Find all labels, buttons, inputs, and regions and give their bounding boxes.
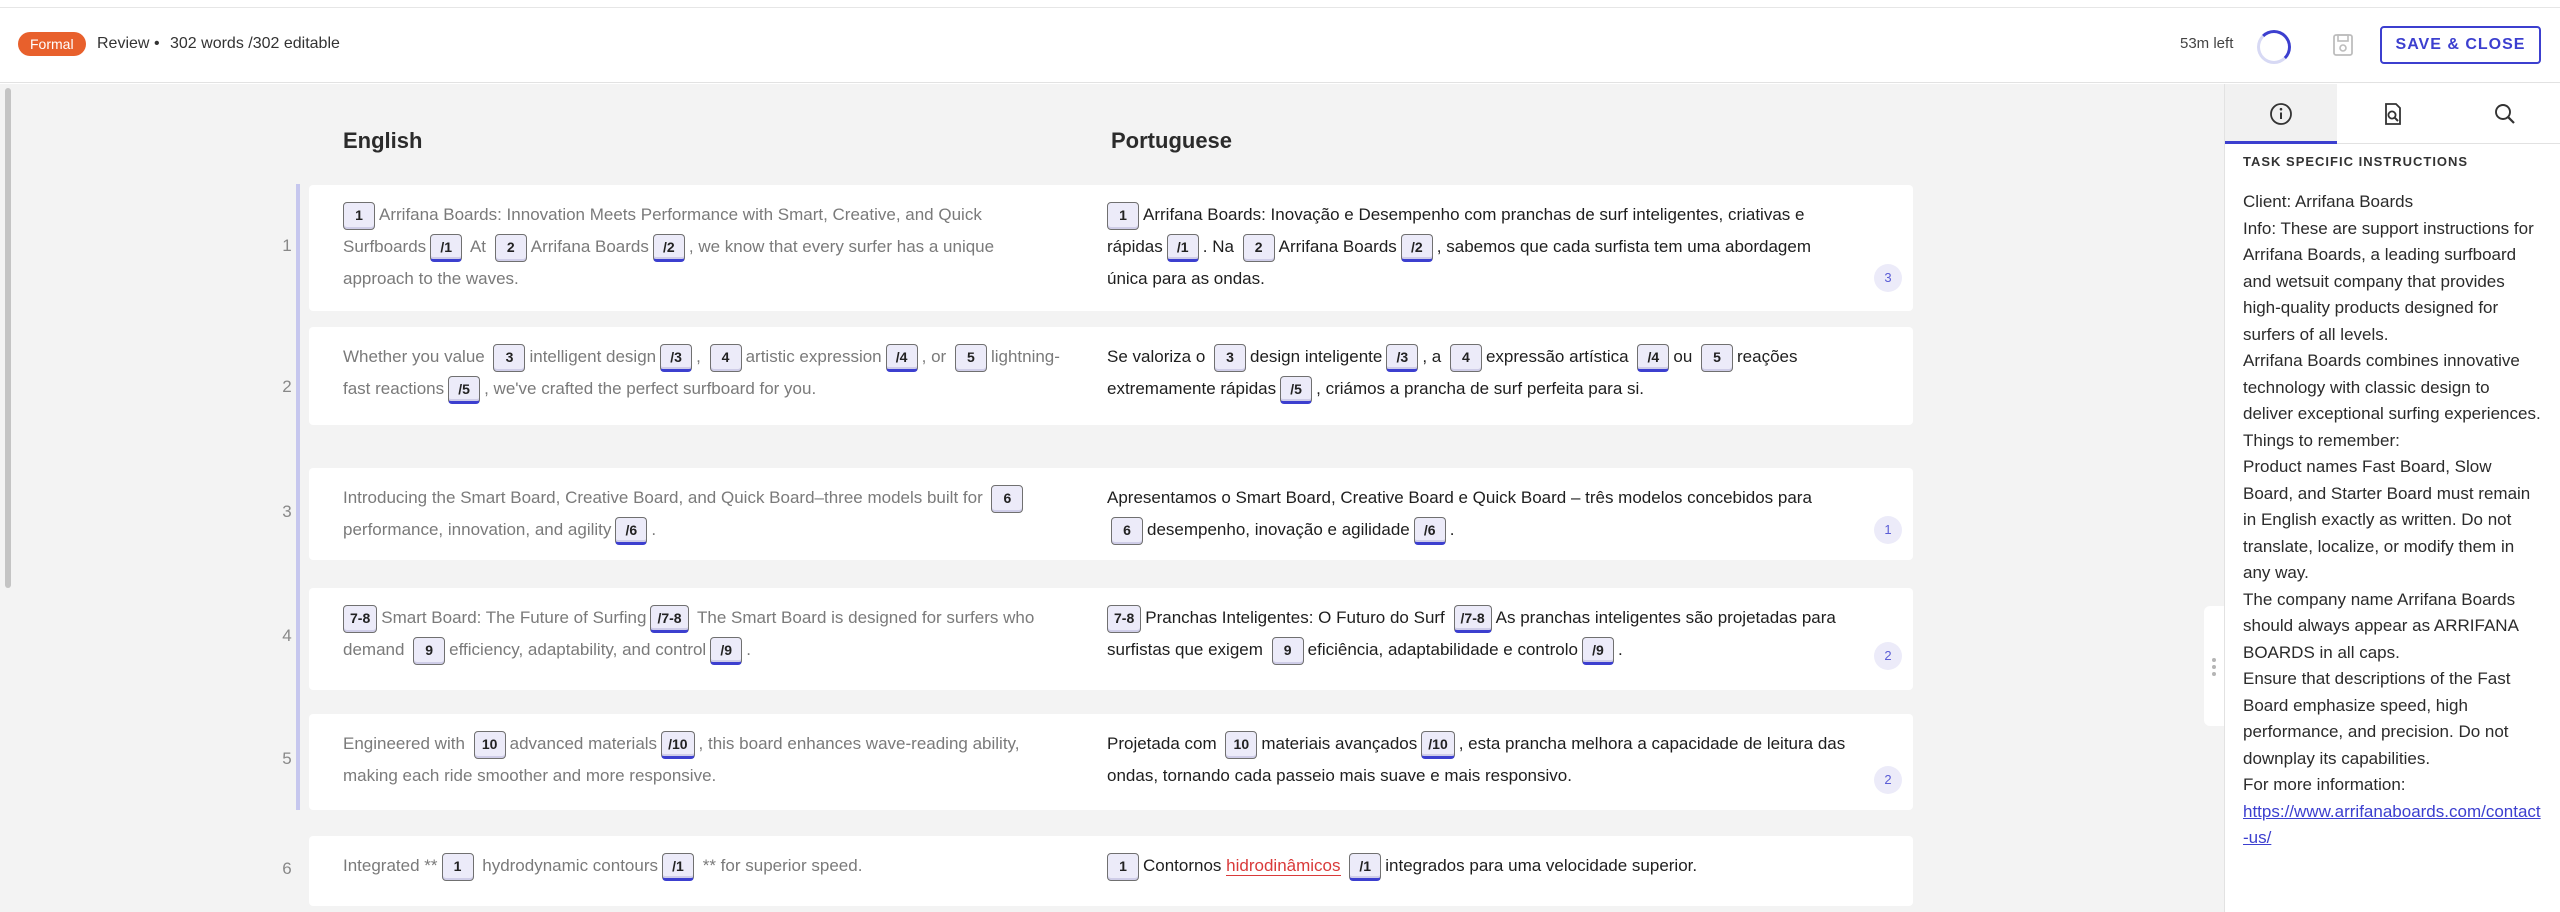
- inline-tag[interactable]: /6: [1414, 517, 1446, 545]
- top-bar: [0, 8, 2560, 83]
- text-run: Pranchas Inteligentes: O Futuro do Surf: [1145, 608, 1450, 627]
- segment-number: 2: [282, 377, 292, 396]
- text-run: eficiência, adaptabilidade e controlo: [1307, 640, 1578, 659]
- text-run: , sabemos que cada surfista tem uma abordagem única para as ondas.: [1107, 237, 1811, 288]
- source-text: [343, 602, 1063, 666]
- text-run: , we know that every surfer has a unique approach to the waves.: [343, 237, 995, 288]
- text-run: desempenho, inovação e agilidade: [1147, 520, 1410, 539]
- instruction-line: Client: Arrifana Boards: [2243, 192, 2414, 211]
- mode-label: Review: [97, 35, 150, 52]
- text-run: Projetada com: [1107, 734, 1222, 753]
- text-run: Integrated **: [343, 856, 438, 875]
- inline-tag[interactable]: 7-8: [1107, 605, 1141, 633]
- text-run: Apresentamos o Smart Board, Creative Board e Quick Board – três modelos concebidos para: [1107, 488, 1812, 507]
- text-run: Se valoriza o: [1107, 347, 1210, 366]
- text-run: , esta prancha melhora a capacidade de leitura das ondas, tornando cada passeio mais suave e mais responsivo.: [1107, 734, 1846, 785]
- issue-count-badge[interactable]: 1: [1874, 516, 1902, 544]
- text-run: As pranchas inteligentes são projetadas para surfistas que exigem: [1107, 608, 1836, 659]
- editor-scrollbar[interactable]: [5, 88, 11, 588]
- segment-row[interactable]: [309, 327, 1913, 425]
- progress-spinner-icon: [2257, 30, 2291, 64]
- inline-tag[interactable]: 3: [493, 344, 525, 372]
- inline-tag[interactable]: 9: [1272, 637, 1304, 665]
- text-run: , a: [1422, 347, 1446, 366]
- text-run: design inteligente: [1250, 347, 1383, 366]
- segment-row[interactable]: [309, 836, 1913, 906]
- text-run: reações extremamente rápidas: [1107, 347, 1798, 398]
- segment-number: 1: [282, 236, 292, 255]
- segment-number: 6: [282, 859, 292, 878]
- text-run: ,: [696, 347, 706, 366]
- target-editor[interactable]: [1107, 602, 1852, 666]
- issue-count-badge[interactable]: 3: [1874, 264, 1902, 292]
- text-run: .: [1449, 520, 1455, 539]
- text-run: The Smart Board is designed for surfers who demand: [343, 608, 1035, 659]
- inline-tag[interactable]: 6: [991, 485, 1023, 513]
- source-text: [343, 728, 1063, 792]
- inline-tag[interactable]: /7-8: [650, 605, 688, 633]
- inline-tag[interactable]: 1: [442, 853, 474, 881]
- inline-tag[interactable]: 10: [1225, 731, 1257, 759]
- target-editor[interactable]: [1107, 482, 1852, 546]
- tab-search[interactable]: [2449, 84, 2560, 144]
- text-run: ** for superior speed.: [698, 856, 863, 875]
- text-run: Contornos: [1143, 856, 1227, 875]
- text-run: hydrodynamic contours: [477, 856, 658, 875]
- inline-tag[interactable]: /6: [615, 517, 647, 545]
- instruction-line: For more information:: [2243, 775, 2406, 794]
- instruction-line: Ensure that descriptions of the Fast Board emphasize speed, high performance, and precision. Do not downplay its capabilities.: [2243, 669, 2511, 768]
- text-run: Whether you value: [343, 347, 490, 366]
- inline-tag[interactable]: 3: [1214, 344, 1246, 372]
- segment-number: 5: [282, 749, 292, 768]
- inline-tag[interactable]: /3: [1386, 344, 1418, 372]
- text-run: performance, innovation, and agility: [343, 520, 612, 539]
- segment-row[interactable]: [309, 714, 1913, 810]
- text-run: lightning-fast reactions: [343, 347, 1060, 398]
- segment-row[interactable]: [309, 588, 1913, 690]
- inline-tag[interactable]: 4: [710, 344, 742, 372]
- inline-tag[interactable]: /2: [653, 234, 685, 262]
- spelling-error[interactable]: hidrodinâmicos: [1226, 856, 1341, 875]
- panel-tabs: [2225, 84, 2560, 144]
- text-run: Smart Board: The Future of Surfing: [381, 608, 647, 627]
- issue-count-badge[interactable]: 2: [1874, 642, 1902, 670]
- source-text: [343, 199, 1063, 295]
- text-run: artistic expression: [745, 347, 882, 366]
- text-run: At: [466, 237, 491, 256]
- top-edge: [0, 0, 2560, 8]
- text-run: integrados para uma velocidade superior.: [1385, 856, 1698, 875]
- instruction-line: Things to remember:: [2243, 430, 2400, 450]
- text-run: materiais avançados: [1261, 734, 1418, 753]
- text-run: . Na: [1202, 237, 1239, 256]
- inline-tag[interactable]: /1: [1167, 234, 1199, 262]
- instructions-panel: [2224, 84, 2560, 912]
- source-text: [343, 482, 1063, 546]
- text-run: Engineered with: [343, 734, 470, 753]
- text-run: , criámos a prancha de surf perfeita para si.: [1316, 379, 1645, 398]
- inline-tag[interactable]: 4: [1450, 344, 1482, 372]
- text-run: , or: [921, 347, 951, 366]
- inline-tag[interactable]: /1: [430, 234, 462, 262]
- issue-count-badge[interactable]: 2: [1874, 766, 1902, 794]
- inline-tag[interactable]: /5: [1280, 376, 1312, 404]
- target-editor[interactable]: [1107, 850, 1852, 882]
- source-column-title: English: [343, 128, 423, 153]
- inline-tag[interactable]: /10: [1421, 731, 1454, 759]
- inline-tag[interactable]: 1: [1107, 853, 1139, 881]
- text-run: .: [651, 520, 657, 539]
- text-run: ou: [1673, 347, 1697, 366]
- tab-document-search[interactable]: [2337, 84, 2449, 144]
- inline-tag[interactable]: 2: [495, 234, 527, 262]
- text-run: advanced materials: [509, 734, 658, 753]
- inline-tag[interactable]: /3: [660, 344, 692, 372]
- segment-number: 4: [282, 626, 292, 645]
- inline-tag[interactable]: /5: [448, 376, 480, 404]
- word-count: 302 words /302 editable: [170, 35, 340, 52]
- inline-tag[interactable]: 5: [1701, 344, 1733, 372]
- target-column-title: Portuguese: [1111, 128, 1233, 153]
- inline-tag[interactable]: /1: [1349, 853, 1381, 881]
- target-editor[interactable]: [1107, 341, 1852, 405]
- time-remaining: 53m left: [2180, 35, 2234, 52]
- separator-dot: •: [154, 35, 160, 52]
- inline-tag[interactable]: 5: [955, 344, 987, 372]
- save-close-button[interactable]: SAVE & CLOSE: [2380, 26, 2541, 64]
- instruction-line: Product names Fast Board, Slow Board, and Starter Board must remain in English exactly as written. Do not translate, localize, or modify them in any way.: [2243, 457, 2531, 582]
- inline-tag[interactable]: 9: [413, 637, 445, 665]
- info-icon: [2269, 102, 2293, 126]
- inline-tag[interactable]: /10: [661, 731, 694, 759]
- instruction-line: Info: These are support instructions for Arrifana Boards, a leading surfboard and wetsuit company that provides high-quality products designed for surfers of all levels.: [2243, 218, 2534, 344]
- inline-tag[interactable]: /4: [886, 344, 918, 372]
- text-run: Arrifana Boards: Inovação e Desempenho com pranchas de surf inteligentes, criativas e rápidas: [1107, 205, 1805, 256]
- editor-area: [0, 84, 2224, 912]
- inline-tag[interactable]: /9: [1582, 637, 1614, 665]
- save-icon[interactable]: [2332, 33, 2354, 57]
- inline-tag[interactable]: /7-8: [1454, 605, 1492, 633]
- instruction-line: Arrifana Boards combines innovative technology with classic design to deliver exceptional surfing experiences.: [2243, 351, 2541, 423]
- segment-row[interactable]: [309, 468, 1913, 560]
- formality-badge: Formal: [18, 32, 86, 56]
- inline-tag[interactable]: /2: [1401, 234, 1433, 262]
- inline-tag[interactable]: 7-8: [343, 605, 377, 633]
- client-website-link[interactable]: https://www.arrifanaboards.com/contact-us/: [2243, 801, 2541, 847]
- source-text: [343, 850, 1063, 882]
- text-run: .: [1617, 640, 1623, 659]
- inline-tag[interactable]: /1: [662, 853, 694, 881]
- inline-tag[interactable]: 1: [343, 202, 375, 230]
- panel-resize-handle[interactable]: [2204, 606, 2224, 726]
- instruction-line: The company name Arrifana Boards should always appear as ARRIFANA BOARDS in all caps.: [2243, 589, 2518, 662]
- text-run: efficiency, adaptability, and control: [449, 640, 707, 659]
- text-run: , this board enhances wave-reading ability, making each ride smoother and more responsive.: [343, 734, 1020, 785]
- source-text: [343, 341, 1063, 405]
- target-editor[interactable]: [1107, 199, 1852, 295]
- text-run: , we've crafted the perfect surfboard for you.: [484, 379, 817, 398]
- text-run: Introducing the Smart Board, Creative Board, and Quick Board–three models built for: [343, 488, 988, 507]
- inline-tag[interactable]: /4: [1637, 344, 1669, 372]
- inline-tag[interactable]: /9: [710, 637, 742, 665]
- inline-tag[interactable]: 6: [1111, 517, 1143, 545]
- text-run: .: [746, 640, 751, 659]
- segment-row[interactable]: [309, 185, 1913, 311]
- selection-rail: [296, 184, 300, 810]
- text-run: expressão artística: [1485, 347, 1634, 366]
- text-run: Arrifana Boards: Innovation Meets Performance with Smart, Creative, and Quick Surfboards: [343, 205, 982, 256]
- target-editor[interactable]: [1107, 728, 1852, 792]
- inline-tag[interactable]: 10: [474, 731, 506, 759]
- text-run: Arrifana Boards: [1278, 237, 1397, 256]
- instructions-heading: TASK SPECIFIC INSTRUCTIONS: [2243, 154, 2469, 169]
- text-run: [1341, 856, 1346, 875]
- search-icon: [2493, 102, 2517, 126]
- inline-tag[interactable]: 2: [1243, 234, 1275, 262]
- instructions-body: [2243, 189, 2543, 852]
- document-search-icon: [2381, 102, 2405, 126]
- segment-number: 3: [282, 502, 292, 521]
- tab-info[interactable]: [2225, 84, 2337, 144]
- inline-tag[interactable]: 1: [1107, 202, 1139, 230]
- text-run: intelligent design: [529, 347, 657, 366]
- text-run: Arrifana Boards: [530, 237, 649, 256]
